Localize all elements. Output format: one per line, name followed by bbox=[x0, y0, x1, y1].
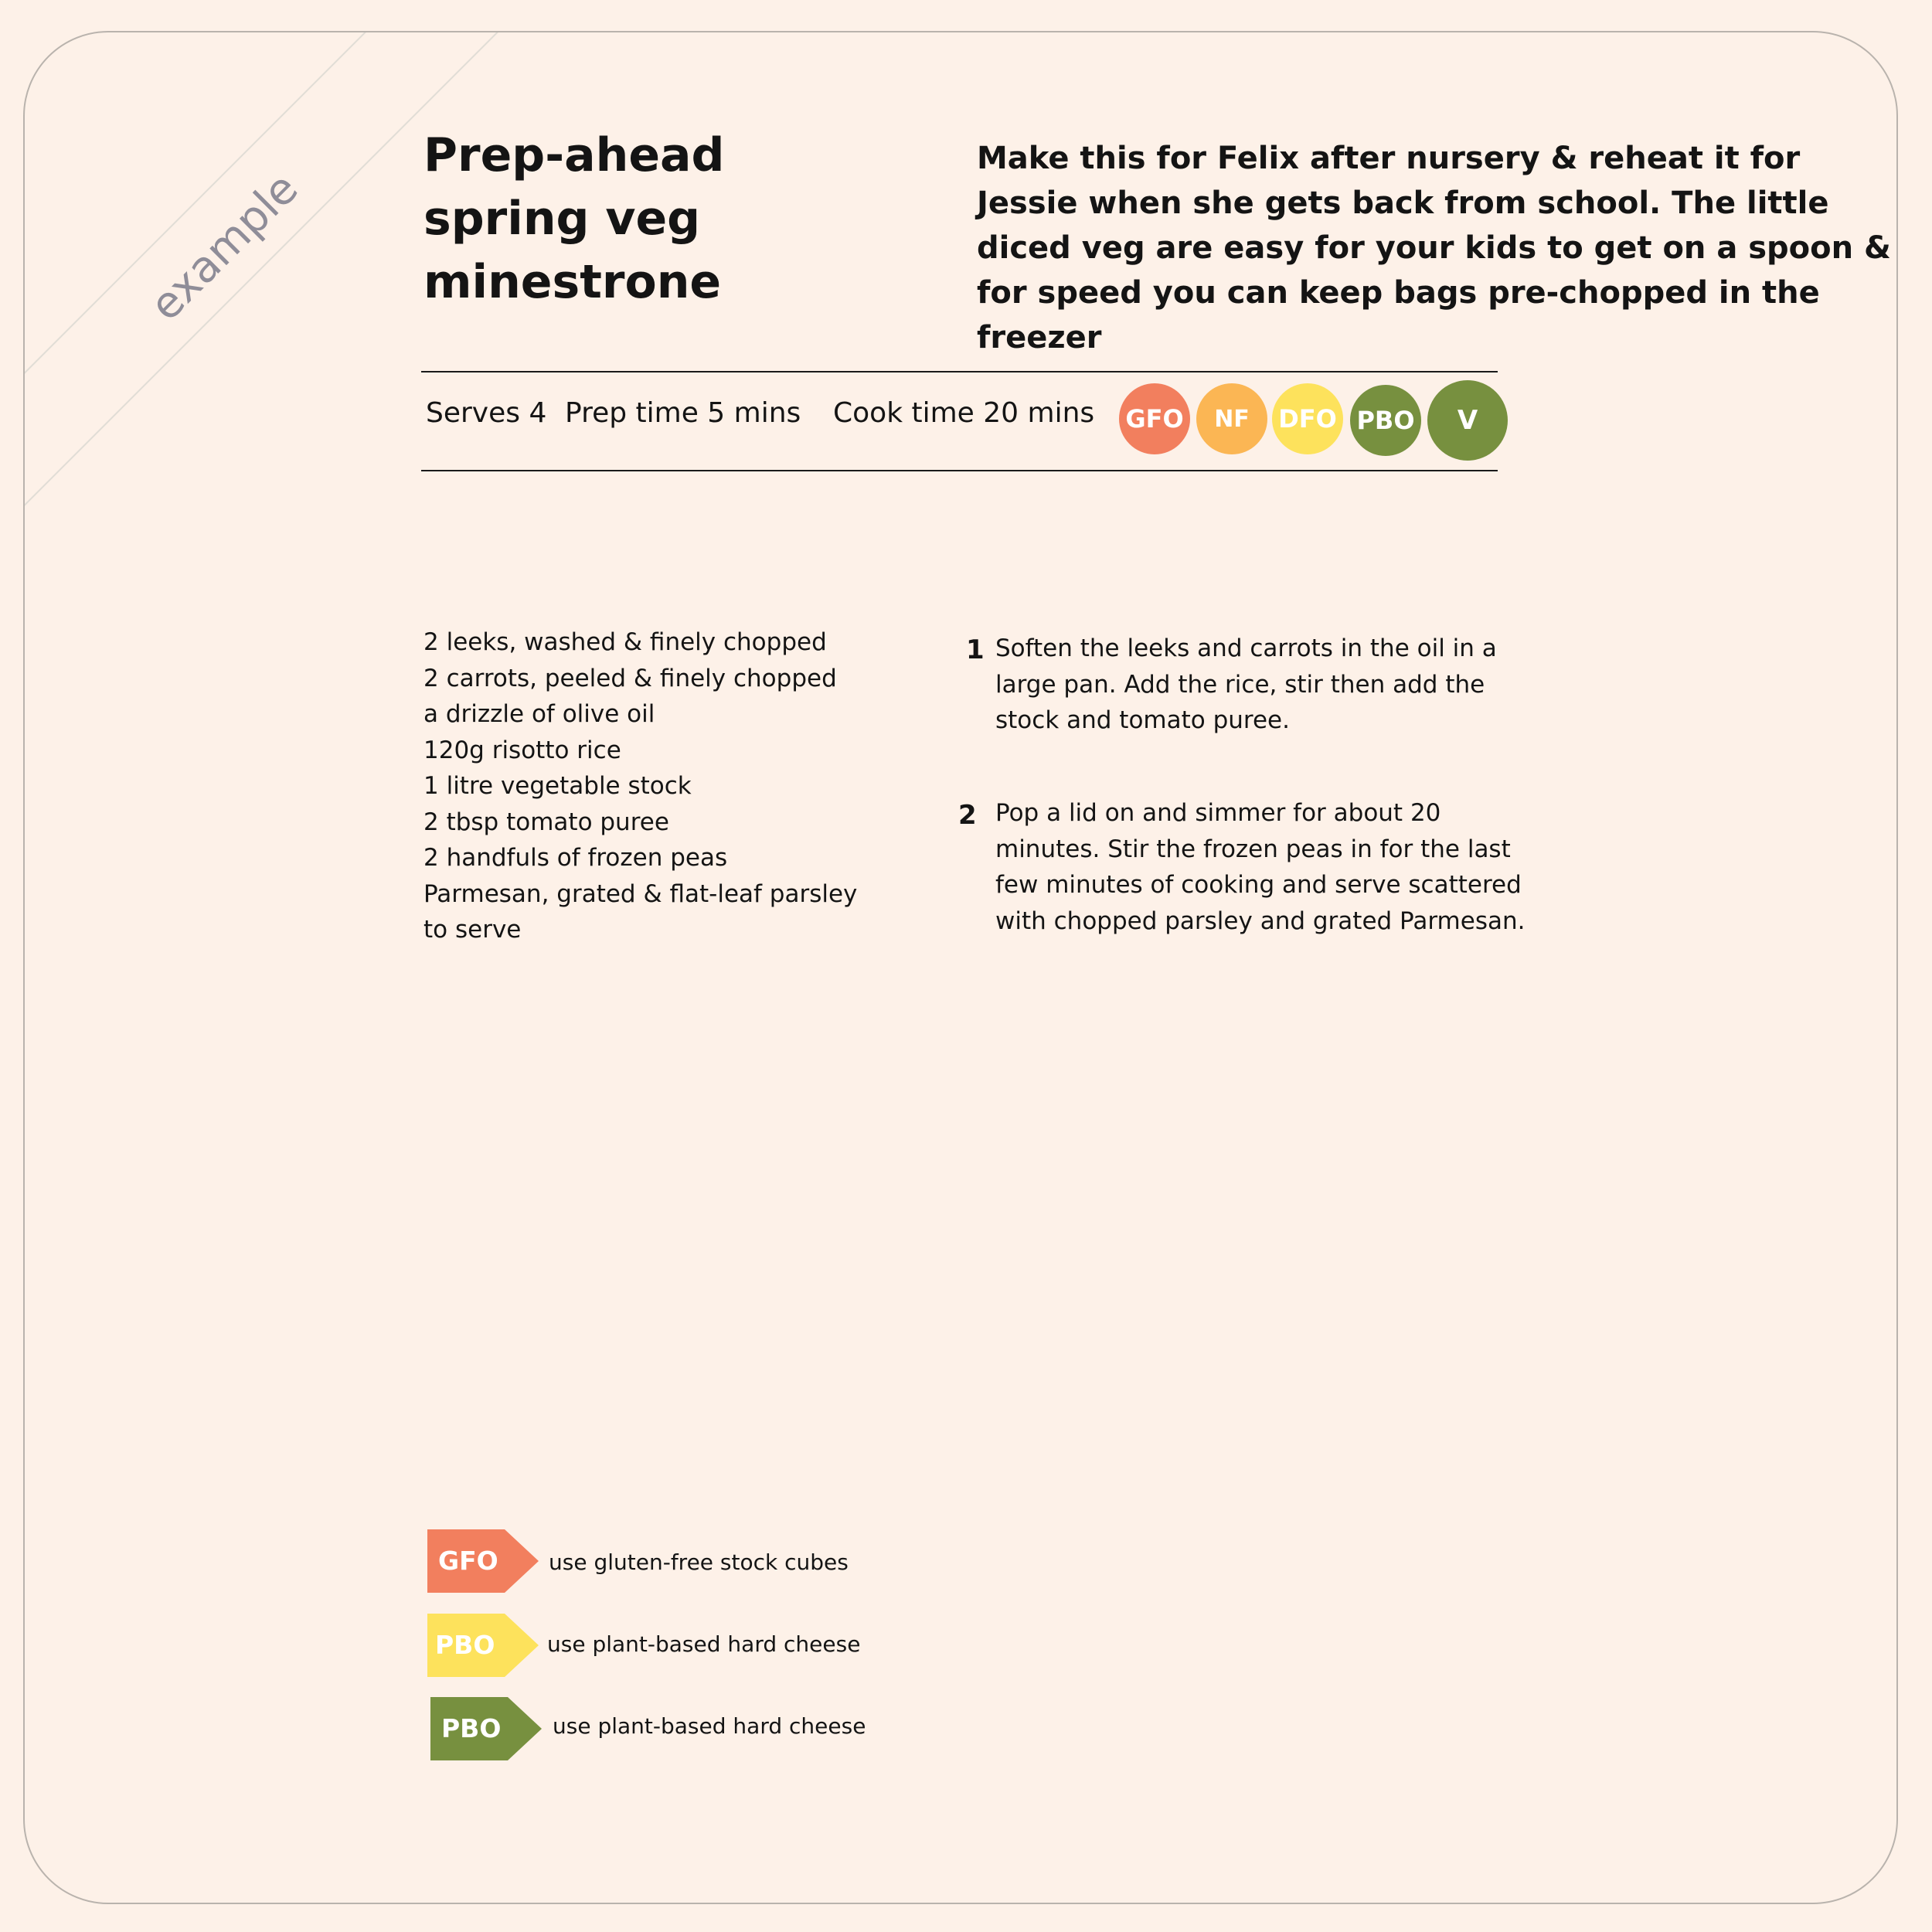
ingredient-item: 1 litre vegetable stock bbox=[423, 772, 692, 800]
ingredient-item: 120g risotto rice bbox=[423, 736, 621, 764]
method-step-number: 2 bbox=[958, 800, 977, 831]
ribbon-line-inner bbox=[23, 31, 368, 380]
method-step-text: Pop a lid on and simmer for about 20 minutes. Stir the frozen peas in for the last few minutes of cooking and serve scattered with chopped parsley and grated Parmesan. bbox=[995, 799, 1526, 935]
method-step-number: 1 bbox=[966, 634, 985, 665]
prep-time-label: Prep time 5 mins bbox=[565, 397, 801, 429]
ingredient-item: a drizzle of olive oil bbox=[423, 700, 655, 728]
badge-vegetarian: V bbox=[1427, 380, 1508, 461]
legend-code: GFO bbox=[438, 1546, 498, 1576]
recipe-title: Prep-ahead spring veg minestrone bbox=[423, 128, 725, 309]
ingredient-item: 2 tbsp tomato puree bbox=[423, 808, 669, 836]
ingredient-item: Parmesan, grated & flat-leaf parsley to serve bbox=[423, 879, 858, 944]
method-step-text: Soften the leeks and carrots in the oil in a large pan. Add the rice, stir then add the stock and tomato puree. bbox=[995, 634, 1497, 734]
ingredient-item: 2 carrots, peeled & finely chopped bbox=[423, 664, 837, 692]
recipe-intro: Make this for Felix after nursery & reheat it for Jessie when she gets back from school. The little diced veg are easy for your kids to get on a spoon & for speed you can keep bags pre-chopped in the freezer bbox=[977, 141, 1891, 355]
badge-nut-free: NF bbox=[1196, 383, 1267, 454]
ingredients-list bbox=[423, 624, 887, 948]
legend-tag-plant-based-option bbox=[430, 1697, 542, 1760]
legend-tag-gluten-free-option bbox=[427, 1529, 539, 1593]
meta-top-divider bbox=[421, 371, 1498, 372]
badge-gluten-free-option: GFO bbox=[1119, 383, 1190, 454]
ingredient-item: 2 leeks, washed & finely chopped bbox=[423, 628, 827, 656]
meta-bottom-divider bbox=[421, 470, 1498, 471]
legend-description: use plant-based hard cheese bbox=[553, 1713, 866, 1739]
ingredient-item: 2 handfuls of frozen peas bbox=[423, 844, 728, 872]
legend-description: use plant-based hard cheese bbox=[547, 1631, 861, 1657]
legend-tag-plant-based-option bbox=[427, 1614, 539, 1677]
legend-code: PBO bbox=[435, 1630, 495, 1660]
cook-time-label: Cook time 20 mins bbox=[833, 397, 1095, 429]
legend-description: use gluten-free stock cubes bbox=[549, 1549, 849, 1575]
badge-dairy-free-option: DFO bbox=[1272, 383, 1343, 454]
legend-code: PBO bbox=[441, 1713, 502, 1743]
watermark-label: example bbox=[141, 163, 308, 331]
badge-plant-based-option: PBO bbox=[1350, 385, 1421, 456]
serves-label: Serves 4 bbox=[426, 397, 547, 429]
